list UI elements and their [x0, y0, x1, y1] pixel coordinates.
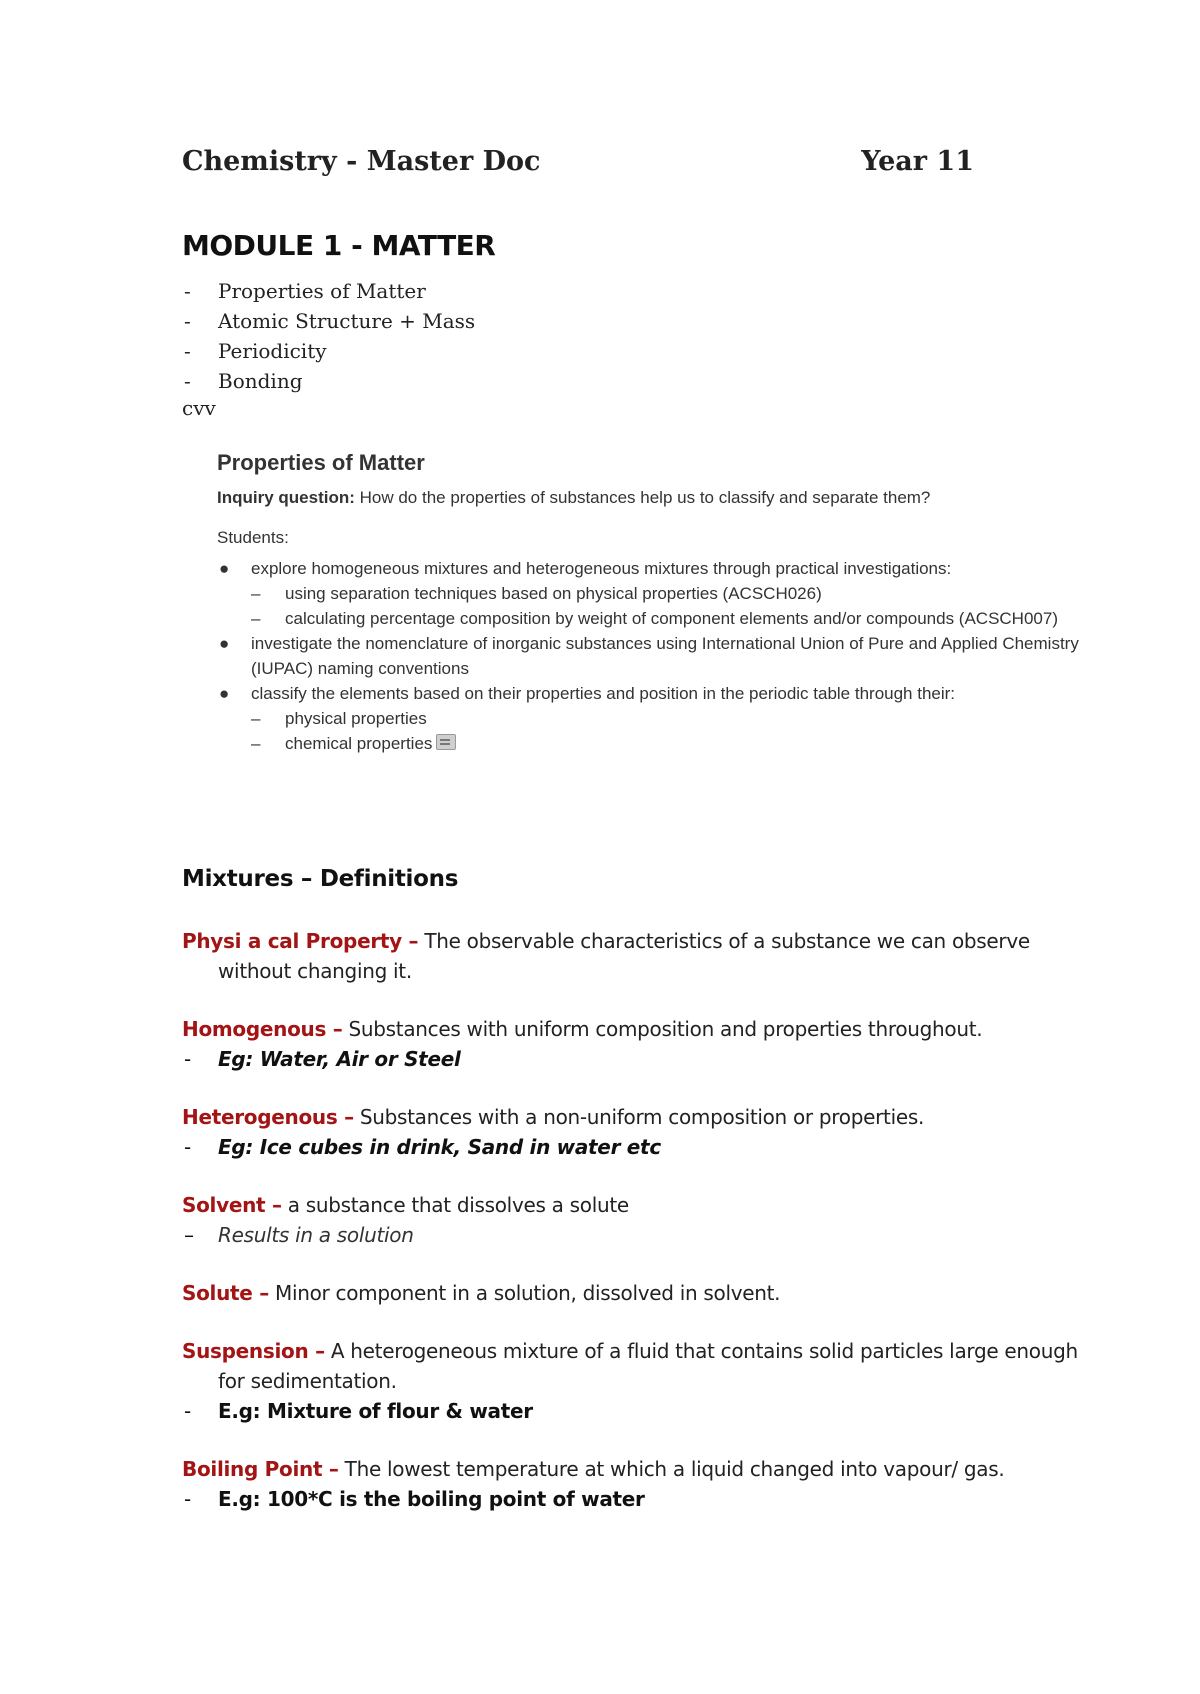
- definition-term: Solute –: [182, 1281, 269, 1305]
- bullet-text: explore homogeneous mixtures and heterogeneous mixtures through practical investigations:: [251, 559, 952, 578]
- syllabus-sublist: [251, 706, 1097, 756]
- dash-bullet: -: [184, 369, 191, 393]
- definition-text: Substances with uniform composition and properties throughout.: [342, 1017, 983, 1041]
- syllabus-title: Properties of Matter: [217, 450, 425, 475]
- syllabus-list: [217, 556, 1097, 756]
- definition-text: The observable characteristics of a substance we can observe without changing it.: [218, 929, 1030, 983]
- syllabus-sublist: [251, 581, 1097, 631]
- syllabus-subitem: [251, 606, 1097, 631]
- bullet-text: classify the elements based on their properties and position in the periodic table through their:: [251, 684, 956, 703]
- sub-dash: –: [251, 734, 261, 753]
- definition-item: [182, 1102, 1082, 1162]
- syllabus-bullet: [217, 631, 1097, 681]
- definition-text: The lowest temperature at which a liquid changed into vapour/ gas.: [338, 1457, 1005, 1481]
- inquiry-label: Inquiry question:: [217, 488, 355, 507]
- definition-term: Physi a cal Property –: [182, 929, 419, 953]
- bullet-dot: ●: [219, 559, 230, 578]
- syllabus-bullet: [217, 556, 1097, 631]
- sub-dash: –: [251, 609, 261, 628]
- dash-bullet: -: [184, 1399, 191, 1423]
- syllabus-bullet: [217, 681, 1097, 756]
- syllabus-subitem: [251, 706, 1097, 731]
- definition-text: a substance that dissolves a solute: [281, 1193, 629, 1217]
- definition-term: Homogenous –: [182, 1017, 343, 1041]
- bullet-text: investigate the nomenclature of inorganic substances using International Union of Pure and Applied Chemistry (IUPAC) naming conventions: [251, 634, 1079, 678]
- section-heading: Mixtures – Definitions: [182, 866, 459, 892]
- topic-item: [182, 276, 475, 306]
- doc-year: Year 11: [861, 146, 974, 177]
- definition-example: [182, 1396, 1082, 1426]
- topic-label: Atomic Structure + Mass: [218, 309, 476, 333]
- module-heading: MODULE 1 - MATTER: [182, 229, 496, 262]
- subitem-text: using separation techniques based on physical properties (ACSCH026): [285, 584, 822, 603]
- example-text: Eg: Ice cubes in drink, Sand in water etc: [218, 1135, 661, 1159]
- definition-line: [182, 1014, 1082, 1044]
- definition-example: [182, 1220, 1082, 1250]
- definition-line: [182, 1336, 1082, 1396]
- doc-header: [182, 146, 974, 192]
- comment-icon[interactable]: [436, 734, 456, 750]
- topic-list: [182, 276, 475, 396]
- bullet-dot: ●: [219, 684, 230, 703]
- example-text: E.g: Mixture of flour & water: [218, 1399, 533, 1423]
- definition-item: [182, 1278, 1082, 1308]
- definition-line: [182, 1190, 1082, 1220]
- syllabus-subitem: [251, 581, 1097, 606]
- topic-label: Periodicity: [218, 339, 327, 363]
- definition-example: [182, 1132, 1082, 1162]
- dash-bullet: -: [184, 1135, 191, 1159]
- definition-line: [182, 926, 1082, 986]
- dash-bullet: -: [184, 309, 191, 333]
- definition-term: Solvent –: [182, 1193, 282, 1217]
- definition-term: Boiling Point –: [182, 1457, 339, 1481]
- definition-item: [182, 1454, 1082, 1514]
- example-text: Results in a solution: [218, 1223, 414, 1247]
- example-text: Eg: Water, Air or Steel: [218, 1047, 461, 1071]
- definition-item: [182, 1190, 1082, 1250]
- definition-item: [182, 1336, 1082, 1426]
- definition-line: [182, 1278, 1082, 1308]
- subitem-text: chemical properties: [285, 734, 433, 753]
- syllabus-subitem: [251, 731, 1097, 756]
- topic-label: Properties of Matter: [218, 279, 426, 303]
- definition-item: [182, 1014, 1082, 1074]
- inquiry-question: [217, 488, 1097, 508]
- dash-bullet: -: [184, 1487, 191, 1511]
- definition-line: [182, 1454, 1082, 1484]
- students-label: Students:: [217, 528, 289, 547]
- definition-text: Substances with a non-uniform composition or properties.: [353, 1105, 925, 1129]
- definition-text: A heterogeneous mixture of a fluid that contains solid particles large enough for sedimentation.: [218, 1339, 1078, 1393]
- definition-item: [182, 926, 1082, 986]
- example-text: E.g: 100*C is the boiling point of water: [218, 1487, 645, 1511]
- inquiry-text: How do the properties of substances help us to classify and separate them?: [354, 488, 931, 507]
- definition-term: Suspension –: [182, 1339, 325, 1363]
- doc-title: Chemistry - Master Doc: [182, 146, 541, 177]
- bullet-dot: ●: [219, 634, 230, 653]
- topic-item: [182, 306, 475, 336]
- subitem-text: physical properties: [285, 709, 427, 728]
- sub-dash: –: [251, 584, 261, 603]
- stray-text: cvv: [182, 396, 216, 420]
- dash-bullet: -: [184, 1047, 191, 1071]
- dash-bullet: -: [184, 339, 191, 363]
- dash-bullet: –: [184, 1223, 194, 1247]
- definition-example: [182, 1484, 1082, 1514]
- definition-example: [182, 1044, 1082, 1074]
- syllabus-excerpt: [217, 450, 1097, 756]
- definitions-list: [182, 926, 1082, 1542]
- dash-bullet: -: [184, 279, 191, 303]
- definition-term: Heterogenous –: [182, 1105, 354, 1129]
- sub-dash: –: [251, 709, 261, 728]
- topic-item: [182, 336, 475, 366]
- topic-label: Bonding: [218, 369, 303, 393]
- topic-item: [182, 366, 475, 396]
- subitem-text: calculating percentage composition by weight of component elements and/or compounds (ACSCH007): [285, 609, 1058, 628]
- definition-text: Minor component in a solution, dissolved in solvent.: [268, 1281, 781, 1305]
- definition-line: [182, 1102, 1082, 1132]
